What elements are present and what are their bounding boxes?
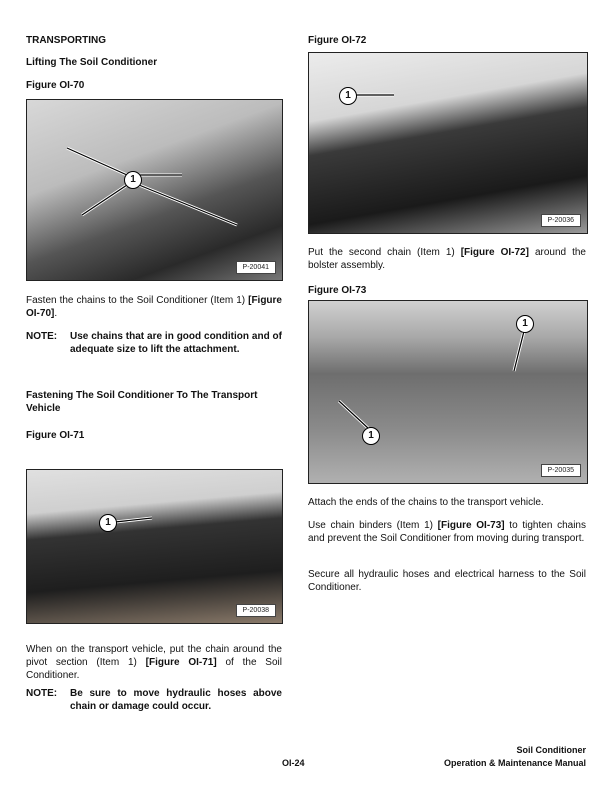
figure-reference: [Figure OI-70] [26,295,282,319]
figure-71-photo [26,469,283,624]
callout-item-1: 1 [99,514,117,532]
figure-71-caption: Figure OI-71 [26,430,85,441]
figure-72-photo [308,52,588,234]
figure-70-photo [26,99,283,281]
callout-arrows [309,301,587,483]
secure-paragraph: Secure all hydraulic hoses and electrical harness to the Soil Conditioner. [308,569,586,593]
figure-reference: [Figure OI-73] [437,520,505,531]
manual-subtitle: Operation & Maintenance Manual [443,758,586,768]
section-title: TRANSPORTING [26,35,106,46]
callout-item-1: 1 [124,171,142,189]
figure-73-photo [308,300,588,484]
second-chain-paragraph: Put the second chain (Item 1) [Figure OI-72] around the bolster assembly. [308,247,586,271]
figure-reference: [Figure OI-72] [460,247,529,258]
page-number: OI-24 [282,758,305,768]
binders-paragraph: Use chain binders (Item 1) [Figure OI-73] to tighten chains and prevent the Soil Conditioner from moving during transport. [308,520,586,544]
transport-paragraph: When on the transport vehicle, put the chain around the pivot section (Item 1) [Figure OI-71] of the Soil Conditioner. [26,644,282,681]
callout-arrow [309,53,587,233]
manual-title: Soil Conditioner [516,745,586,755]
callout-item-1-left: 1 [362,427,380,445]
part-number: P-20038 [236,604,276,617]
subsection-fastening: Fastening The Soil Conditioner To The Transport Vehicle [26,390,258,414]
note-hoses: NOTE: Be sure to move hydraulic hoses above chain or damage could occur. [26,688,282,712]
subsection-lifting: Lifting The Soil Conditioner [26,57,158,68]
callout-item-1-right: 1 [516,315,534,333]
attach-paragraph: Attach the ends of the chains to the transport vehicle. [308,497,544,508]
figure-70-caption: Figure OI-70 [26,80,85,91]
figure-reference: [Figure OI-71] [145,657,217,668]
part-number: P-20036 [541,214,581,227]
note-chains: NOTE: Use chains that are in good condition and of adequate size to lift the attachment. [26,331,282,355]
fasten-paragraph: Fasten the chains to the Soil Conditioner (Item 1) [Figure OI-70]. [26,295,282,319]
figure-73-caption: Figure OI-73 [308,285,367,296]
callout-item-1: 1 [339,87,357,105]
figure-72-caption: Figure OI-72 [308,35,367,46]
part-number: P-20041 [236,261,276,274]
part-number: P-20035 [541,464,581,477]
callout-arrow [27,470,282,623]
callout-arrows [27,100,282,280]
